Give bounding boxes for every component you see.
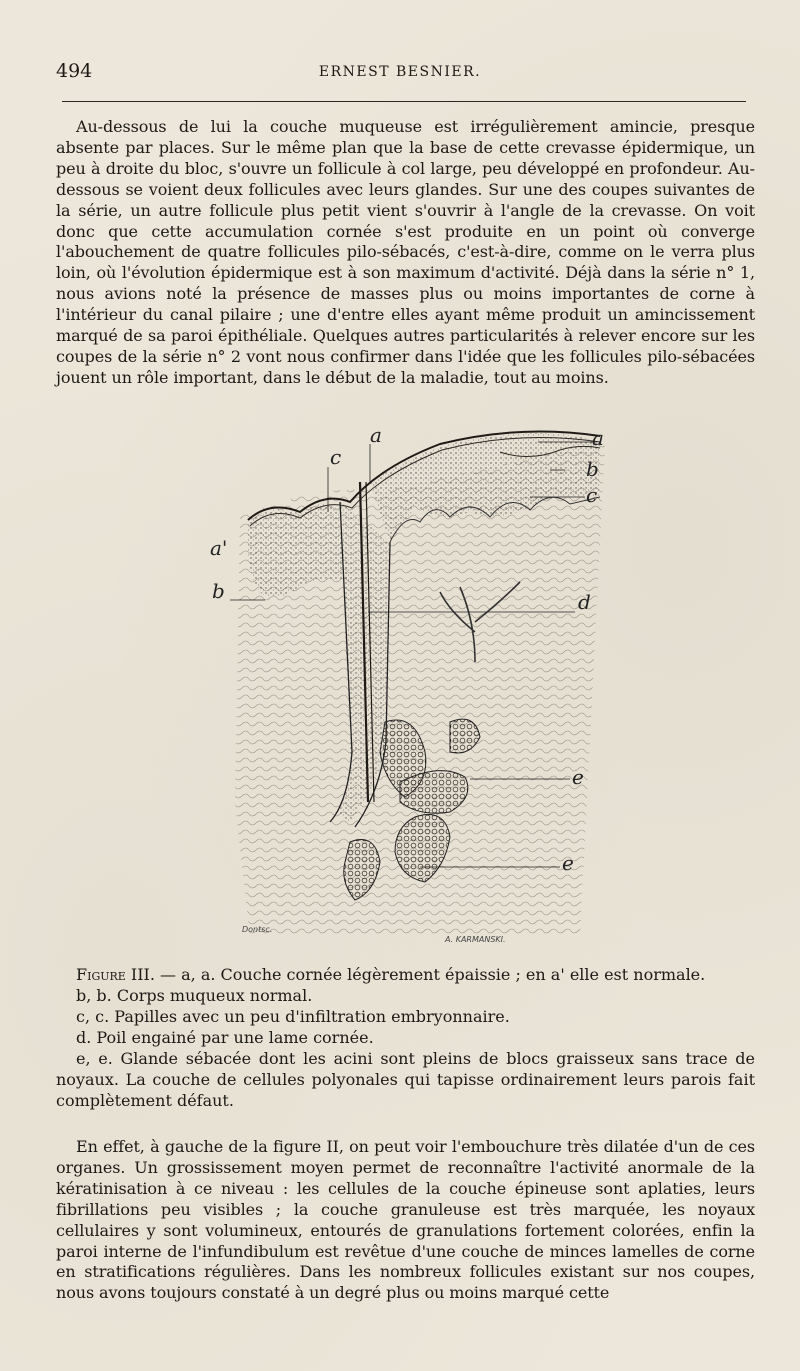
histology-figure <box>200 422 610 947</box>
header-rule <box>62 101 746 102</box>
body-paragraph-2 <box>56 1137 755 1304</box>
figure-engraving <box>200 422 610 947</box>
engraver-credit-left: Dontsc. <box>242 925 273 934</box>
body-paragraph-1 <box>56 117 755 389</box>
caption-line-a: — a, a. Couche cornée légèrement épaissie ; en a' elle est normale. <box>154 965 706 984</box>
label-a-prime: a' <box>210 536 228 560</box>
label-b-right: b <box>586 457 599 481</box>
label-c-top: c <box>330 445 342 469</box>
caption-line-c: c, c. Papilles avec un peu d'infiltration embryonnaire. <box>76 1007 510 1026</box>
label-c-right: c <box>586 483 598 507</box>
label-e-lower: e <box>562 851 574 875</box>
label-e-upper: e <box>572 765 584 789</box>
page-number: 494 <box>56 60 93 82</box>
caption-line-d: d. Poil engainé par une lame cornée. <box>76 1028 374 1047</box>
caption-line-b: b, b. Corps muqueux normal. <box>76 986 313 1005</box>
paragraph-text: Au-dessous de lui la couche muqueuse est irrégulièrement amincie, presque absente par places. Sur le même plan que la base de cette crevasse épidermique, un peu à droite du bloc, s'ouvre un follicule à col large, peu développé en profondeur. Au-dessous se voient deux follicules avec leurs glandes. Sur une des coupes suivantes de la série, un autre follicule plus petit vient s'ouvrir à l'angle de la crevasse. On voit donc que cette accumulation cornée s'est produite en un point où converge l'abouchement de quatre follicules pilo-sébacés, c'est-à-dire, comme on le verra plus loin, où l'évolution épidermique est à son maximum d'activité. Déjà dans la série n° 1, nous avions noté la présence de masses plus ou moins importantes de corne à l'intérieur du canal pilaire ; une d'entre elles ayant même produit un amincissement marqué de sa paroi épithéliale. Quelques autres particularités à relever encore sur les coupes de la série n° 2 vont nous confirmer dans l'idée que les follicules pilo-sébacées jouent un rôle important, dans le début de la maladie, tout au moins. <box>56 117 755 387</box>
engraver-credit-right: A. KARMANSKI. <box>445 935 506 944</box>
label-a-top: a <box>370 423 382 447</box>
label-a-right: a <box>592 426 604 450</box>
figure-caption <box>56 964 755 1111</box>
page-header <box>56 56 744 84</box>
label-b-left: b <box>212 579 225 603</box>
paragraph-text: En effet, à gauche de la figure II, on peut voir l'embouchure très dilatée d'un de ces organes. Un grossissement moyen permet de reconnaître l'activité anormale de la kératinisation à ce niveau : les cellules de la couche épineuse sont aplaties, leurs fibrillations peu visibles ; la couche granuleuse est très marquée, les noyaux cellulaires y sont volumineux, entourés de granulations fortement colorées, enfin la paroi interne de l'infundibulum est revêtue d'une couche de minces lamelles de corne en stratifications régulières. Dans les nombreux follicules existant sur nos coupes, nous avons toujours constaté à un degré plus ou moins marqué cette <box>56 1137 755 1303</box>
caption-title: Figure III. <box>76 965 155 984</box>
label-d-right: d <box>578 590 591 614</box>
running-head: ERNEST BESNIER. <box>318 64 482 80</box>
caption-line-e: e, e. Glande sébacée dont les acini sont pleins de blocs graisseux sans trace de noyaux. La couche de cellules polyonales qui tapisse ordinairement leurs parois fait complètement défaut. <box>56 1049 755 1110</box>
